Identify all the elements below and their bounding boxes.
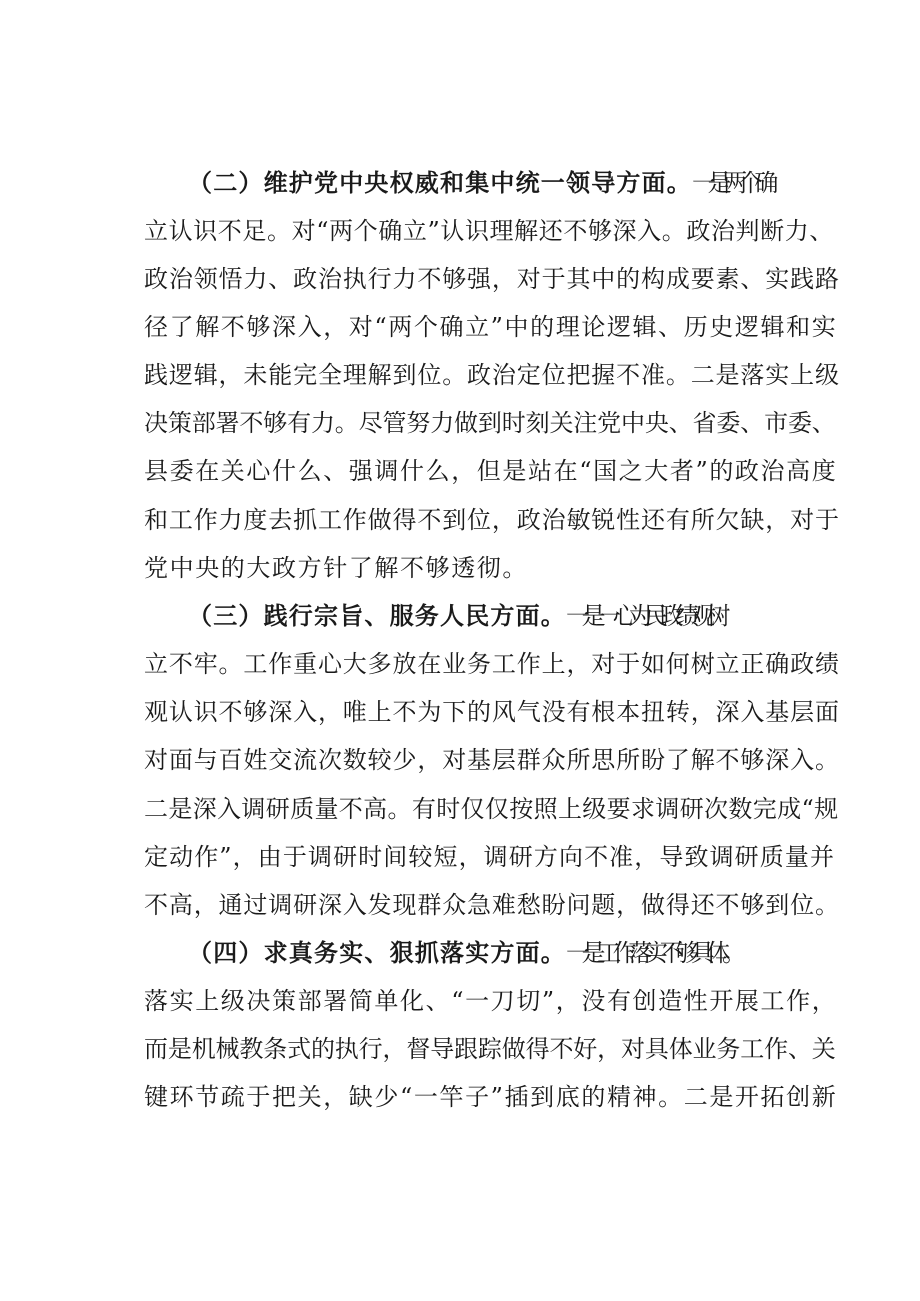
paragraph-line: 观认识不够深入，唯上不为下的风气没有根本扭转，深入基层面 [144, 698, 840, 726]
paragraph-line: 落实上级决策部署简单化、“一刀切”，没有创造性开展工作， [144, 987, 838, 1015]
paragraph-line: 党中央的大政方针了解不够透彻。 [144, 554, 528, 582]
paragraph-line: 政治领悟力、政治执行力不够强，对于其中的构成要素、实践路 [144, 265, 840, 293]
section-heading: （四）求真务实、狠抓落实方面。 [188, 939, 566, 967]
paragraph-line: 立认识不足。对“两个确立”认识理解还不够深入。政治判断力、 [144, 217, 834, 245]
paragraph-line: 而是机械教条式的执行，督导跟踪做得不好，对具体业务工作、关 [144, 1035, 836, 1063]
paragraph-line: 二是深入调研质量不高。有时仅仅按照上级要求调研次数完成“规 [144, 795, 839, 823]
paragraph-line: 决策部署不够有力。尽管努力做到时刻关注党中央、省委、市委、 [144, 409, 836, 437]
paragraph-line: 不高，通过调研深入发现群众急难愁盼问题，做得还不够到位。 [144, 891, 840, 919]
paragraph-line [188, 168, 878, 198]
paragraph-line [188, 601, 878, 631]
paragraph-text: 一是两个确 [692, 169, 770, 197]
paragraph-line: 径了解不够深入，对“两个确立”中的理论逻辑、历史逻辑和实 [144, 313, 838, 341]
paragraph-line: 键环节疏于把关，缺少“一竿子”插到底的精神。二是开拓创新 [144, 1083, 838, 1111]
paragraph-line: 践逻辑，未能完全理解到位。政治定位把握不准。二是落实上级 [144, 361, 840, 389]
paragraph-line: 定动作”，由于调研时间较短，调研方向不准，导致调研质量并 [144, 843, 836, 871]
paragraph-text: 一是一心为民政绩观树 [566, 602, 722, 630]
paragraph-line: 和工作力度去抓工作做得不到位，政治敏锐性还有所欠缺，对于 [144, 506, 840, 534]
section-heading: （二）维护党中央权威和集中统一领导方面。 [188, 169, 692, 197]
paragraph-line [188, 938, 878, 968]
paragraph-line: 对面与百姓交流次数较少，对基层群众所思所盼了解不够深入。 [144, 746, 840, 774]
section-heading: （三）践行宗旨、服务人民方面。 [188, 602, 566, 630]
paragraph-line: 县委在关心什么、强调什么，但是站在“国之大者”的政治高度 [144, 457, 838, 485]
paragraph-text: 一是工作落实不够具体。 [566, 939, 738, 967]
paragraph-line: 立不牢。工作重心大多放在业务工作上，对于如何树立正确政绩 [144, 650, 840, 678]
